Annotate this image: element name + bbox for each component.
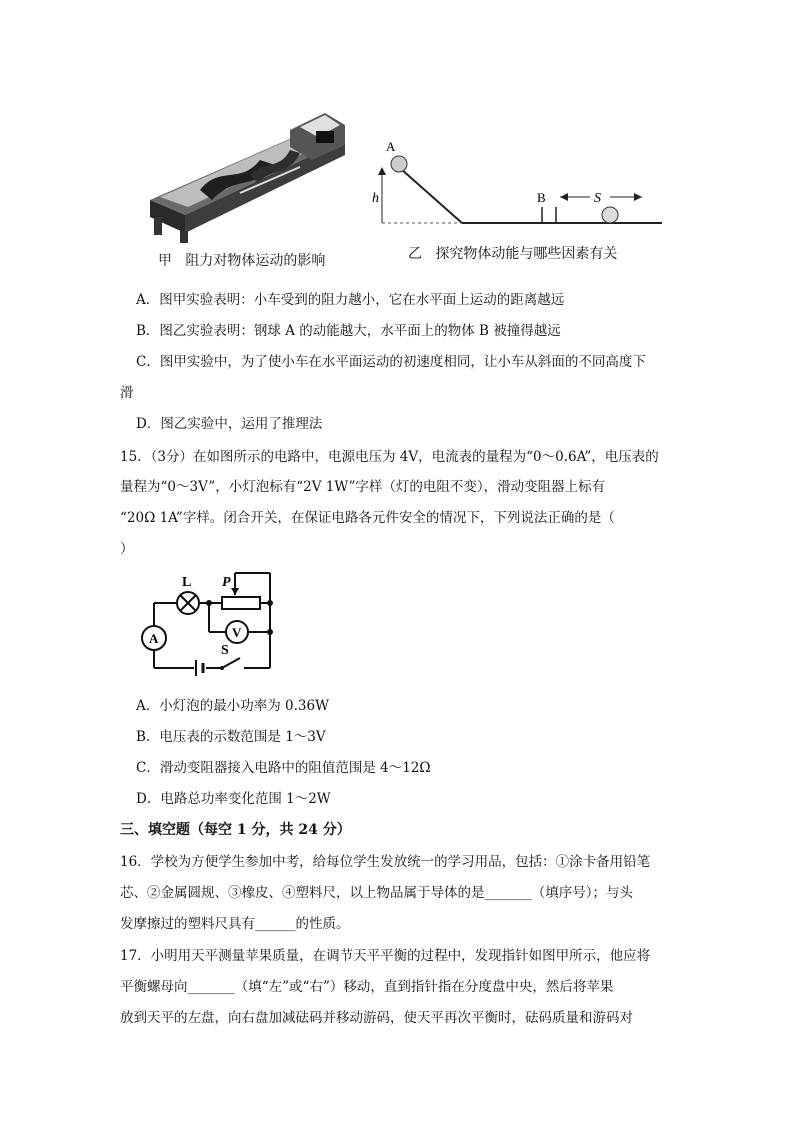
label-switch-s: S: [221, 643, 229, 658]
label-h: h: [372, 191, 379, 206]
q15-line-1: 15．（3分）在如图所示的电路中，电源电压为 4V，电流表的量程为“0～0.6A”，电压表的: [120, 449, 659, 465]
circuit-diagram: [132, 568, 282, 680]
label-s: S: [594, 191, 601, 206]
section-heading: 三、填空题（每空 1 分，共 24 分）: [120, 822, 351, 838]
q15-option-b: B．电压表的示数范围是 1～3V: [136, 729, 326, 745]
label-ammeter-a: A: [149, 631, 159, 646]
figure-a-caption: 甲 阻力对物体运动的影响: [158, 253, 326, 269]
label-b: B: [537, 190, 546, 205]
q17-line-2: 平衡螺母向_______（填“左”或“右”）移动，直到指针指在分度盘中央，然后将苹果: [120, 979, 614, 995]
q15-option-a: A．小灯泡的最小功率为 0.36W: [136, 698, 329, 714]
q14-option-c: C．图甲实验中，为了使小车在水平面运动的初速度相同，让小车从斜面的不同高度下: [136, 354, 646, 370]
label-lamp-l: L: [182, 575, 192, 590]
q14-option-c-cont: 滑: [120, 385, 134, 401]
q14-option-a: A．图甲实验表明：小车受到的阻力越小，它在水平面上运动的距离越远: [136, 292, 565, 308]
q15-option-d: D．电路总功率变化范围 1～2W: [136, 791, 331, 807]
q14-option-d: D．图乙实验中，运用了推理法: [136, 416, 323, 432]
q15-line-4: ）: [120, 541, 134, 557]
q14-option-b: B．图乙实验表明：钢球 A 的动能越大，水平面上的物体 B 被撞得越远: [136, 323, 561, 339]
q15-option-c: C．滑动变阻器接入电路中的阻值范围是 4～12Ω: [136, 760, 431, 776]
q17-line-3: 放到天平的左盘，向右盘加减砝码并移动游码，使天平再次平衡时，砝码质量和游码对: [120, 1010, 633, 1026]
q16-line-3: 发摩擦过的塑料尺具有______的性质。: [120, 916, 350, 932]
ramp-ball-diagram: [372, 135, 662, 235]
q15-line-3: “20Ω 1A”字样。闭合开关，在保证电路各元件安全的情况下，下列说法正确的是（: [120, 510, 615, 526]
label-voltmeter-v: V: [232, 625, 242, 640]
figure-b-diagram: [372, 135, 662, 275]
circuit-schematic: [132, 568, 282, 680]
figures-row: [140, 105, 680, 275]
figure-a-photo: [140, 105, 355, 275]
figure-b-caption: 乙 探究物体动能与哪些因素有关: [408, 246, 618, 262]
q16-line-1: 16．学校为方便学生参加中考，给每位学生发放统一的学习用品，包括：①涂卡备用铅笔: [120, 854, 651, 870]
label-slider-p: P: [222, 575, 231, 590]
cart-on-track-photo: [140, 105, 355, 245]
q15-line-2: 量程为“0～3V”，小灯泡标有“2V 1W”字样（灯的电阻不变），滑动变阻器上标有: [120, 479, 606, 495]
label-a: A: [386, 139, 396, 154]
q16-line-2: 芯、②金属圆规、③橡皮、④塑料尺，以上物品属于导体的是_______（填序号）；与头: [120, 885, 633, 901]
q17-line-1: 17．小明用天平测量苹果质量，在调节天平平衡的过程中，发现指针如图甲所示，他应将: [120, 948, 651, 964]
